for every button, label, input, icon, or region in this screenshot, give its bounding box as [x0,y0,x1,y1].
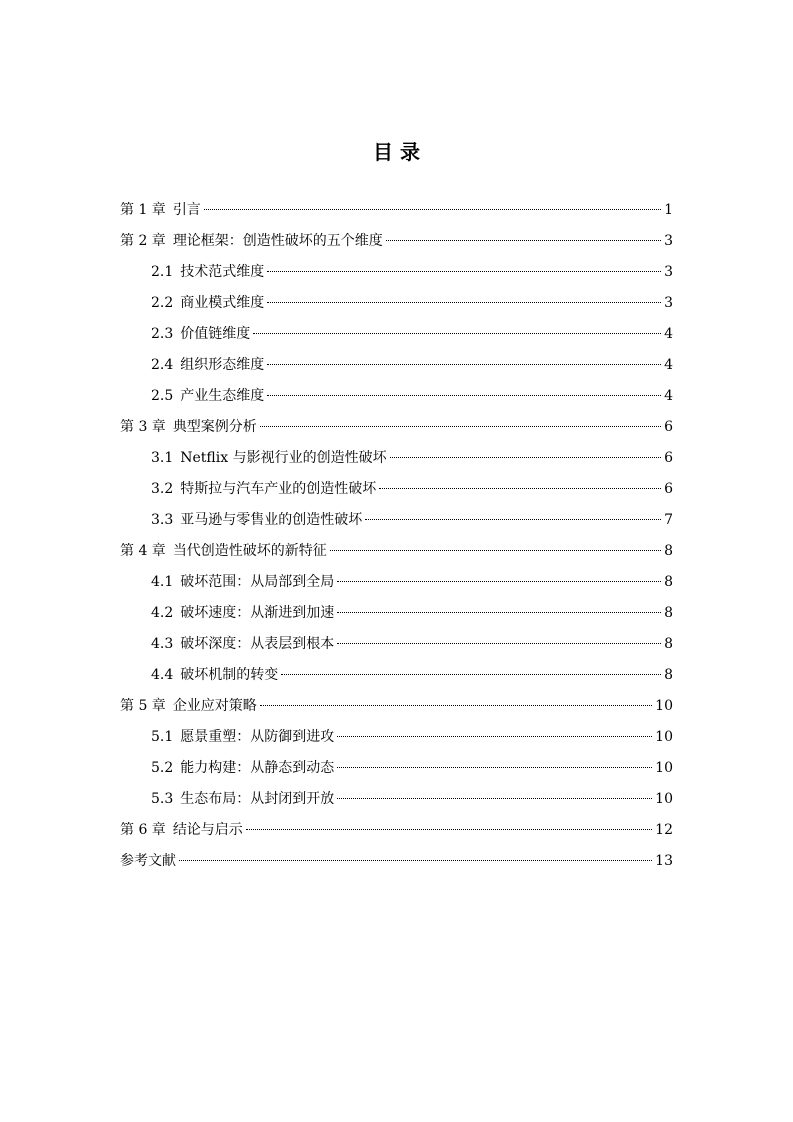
toc-page-number: 13 [655,853,673,869]
toc-page-number: 8 [664,543,673,559]
dot-leader [179,860,652,861]
toc-section-entry[interactable] [120,291,673,322]
toc-entry-number: 5.3 [151,791,174,807]
toc-entry-text: 组织形态维度 [180,357,265,373]
toc-entry-text: 破坏深度：从表层到根本 [180,636,335,652]
toc-entry-label [151,446,387,470]
toc-entry-text: 产业生态维度 [180,388,265,404]
toc-entry-label [120,694,257,718]
toc-entry-label [151,291,264,315]
toc-entry-number: 4.4 [151,667,174,683]
dot-leader [386,240,661,241]
toc-entry-number: 第 1 章 [120,202,166,218]
toc-entry-label [151,322,250,346]
toc-entry-text: 破坏机制的转变 [180,667,279,683]
toc-entry-label [151,508,362,532]
toc-entry-label [120,415,257,439]
toc-entry-text: 商业模式维度 [180,295,265,311]
toc-entry-number: 第 6 章 [120,822,166,838]
toc-entry-text: 生态布局：从封闭到开放 [180,791,335,807]
dot-leader [267,302,661,303]
toc-page-number: 4 [664,326,673,342]
toc-section-entry[interactable] [120,601,673,632]
toc-section-entry[interactable] [120,353,673,384]
toc-entry-label [151,353,264,377]
toc-title: 目 录 [373,140,420,164]
toc-entry-label [151,384,264,408]
toc-section-entry[interactable] [120,322,673,353]
toc-entry-text: 价值链维度 [180,326,251,342]
toc-section-entry[interactable] [120,477,673,508]
dot-leader [260,705,652,706]
toc-entry-text: 破坏范围：从局部到全局 [180,574,335,590]
toc-entry-text: 引言 [172,202,201,218]
toc-page-number: 10 [655,760,673,776]
toc-section-entry[interactable] [120,384,673,415]
toc-page-number: 8 [664,574,673,590]
toc-entry-label [151,756,334,780]
toc-entry-text: 企业应对策略 [172,698,257,714]
dot-leader [337,767,652,768]
toc-entry-number: 第 5 章 [120,698,166,714]
toc-page-number: 7 [664,512,673,528]
dot-leader [337,612,661,613]
toc-entry-label [120,198,201,222]
toc-entry-number: 4.1 [151,574,174,590]
toc-entry-number: 第 2 章 [120,233,166,249]
toc-page-number: 8 [664,636,673,652]
toc-page-number: 4 [664,388,673,404]
toc-section-entry[interactable] [120,446,673,477]
dot-leader [337,643,661,644]
toc-page-number: 12 [655,822,673,838]
toc-entry-text: Netflix 与影视行业的创造性破坏 [180,450,387,466]
toc-list [120,198,673,880]
toc-chapter-entry[interactable] [120,198,673,229]
toc-page-number: 10 [655,698,673,714]
toc-page-number: 10 [655,791,673,807]
toc-page-number: 1 [664,202,673,218]
toc-section-entry[interactable] [120,787,673,818]
dot-leader [204,209,661,210]
toc-entry-label [120,849,176,873]
toc-chapter-entry[interactable] [120,539,673,570]
toc-page-number: 8 [664,667,673,683]
dot-leader [260,426,661,427]
dot-leader [267,364,661,365]
toc-chapter-entry[interactable] [120,694,673,725]
dot-leader [267,395,661,396]
dot-leader [281,674,661,675]
toc-entry-label [151,663,278,687]
toc-entry-text: 典型案例分析 [172,419,257,435]
toc-entry-label [151,725,334,749]
toc-entry-label [151,477,376,501]
toc-entry-number: 3.2 [151,481,174,497]
toc-entry-number: 2.5 [151,388,174,404]
toc-section-entry[interactable] [120,508,673,539]
toc-entry-number: 第 4 章 [120,543,166,559]
toc-entry-label [151,601,334,625]
toc-entry-number: 5.1 [151,729,174,745]
toc-entry-label [120,818,243,842]
toc-entry-number: 2.2 [151,295,174,311]
dot-leader [365,519,661,520]
toc-entry-label [151,570,334,594]
toc-page-number: 10 [655,729,673,745]
dot-leader [390,457,661,458]
dot-leader [330,550,661,551]
dot-leader [337,581,661,582]
toc-section-entry[interactable] [120,632,673,663]
toc-page-number: 3 [664,233,673,249]
toc-entry-text: 能力构建：从静态到动态 [180,760,335,776]
toc-page-number: 4 [664,357,673,373]
toc-page-number: 3 [664,264,673,280]
toc-page-number: 8 [664,605,673,621]
toc-chapter-entry[interactable] [120,818,673,849]
dot-leader [253,333,661,334]
toc-entry-label [151,787,334,811]
toc-entry-text: 当代创造性破坏的新特征 [172,543,327,559]
toc-section-entry[interactable] [120,756,673,787]
dot-leader [337,736,652,737]
toc-section-entry[interactable] [120,663,673,694]
dot-leader [267,271,661,272]
toc-page-number: 6 [664,450,673,466]
toc-entry-number: 第 3 章 [120,419,166,435]
toc-entry-number: 4.3 [151,636,174,652]
toc-entry-text: 破坏速度：从渐进到加速 [180,605,335,621]
toc-section-entry[interactable] [120,725,673,756]
toc-section-entry[interactable] [120,260,673,291]
dot-leader [379,488,661,489]
toc-entry-text: 结论与启示 [172,822,243,838]
toc-chapter-entry[interactable] [120,229,673,260]
toc-entry-text: 愿景重塑：从防御到进攻 [180,729,335,745]
toc-entry-text: 亚马逊与零售业的创造性破坏 [180,512,363,528]
toc-page-number: 3 [664,295,673,311]
toc-entry-number: 2.1 [151,264,174,280]
toc-entry-label [120,539,327,563]
toc-page-number: 6 [664,481,673,497]
dot-leader [246,829,652,830]
toc-section-entry[interactable] [120,570,673,601]
toc-entry-label [151,260,264,284]
toc-entry-text: 技术范式维度 [180,264,265,280]
toc-entry-number: 4.2 [151,605,174,621]
toc-entry-number: 2.4 [151,357,174,373]
toc-entry-text: 参考文献 [120,853,176,869]
toc-entry-number: 2.3 [151,326,174,342]
toc-entry-number: 5.2 [151,760,174,776]
toc-entry-number: 3.1 [151,450,174,466]
toc-entry-text: 理论框架：创造性破坏的五个维度 [172,233,383,249]
toc-entry-text: 特斯拉与汽车产业的创造性破坏 [180,481,377,497]
toc-entry-number: 3.3 [151,512,174,528]
toc-entry-label [151,632,334,656]
toc-entry-label [120,229,383,253]
toc-chapter-entry[interactable] [120,415,673,446]
toc-page-number: 6 [664,419,673,435]
toc-chapter-entry[interactable] [120,849,673,880]
dot-leader [337,798,652,799]
